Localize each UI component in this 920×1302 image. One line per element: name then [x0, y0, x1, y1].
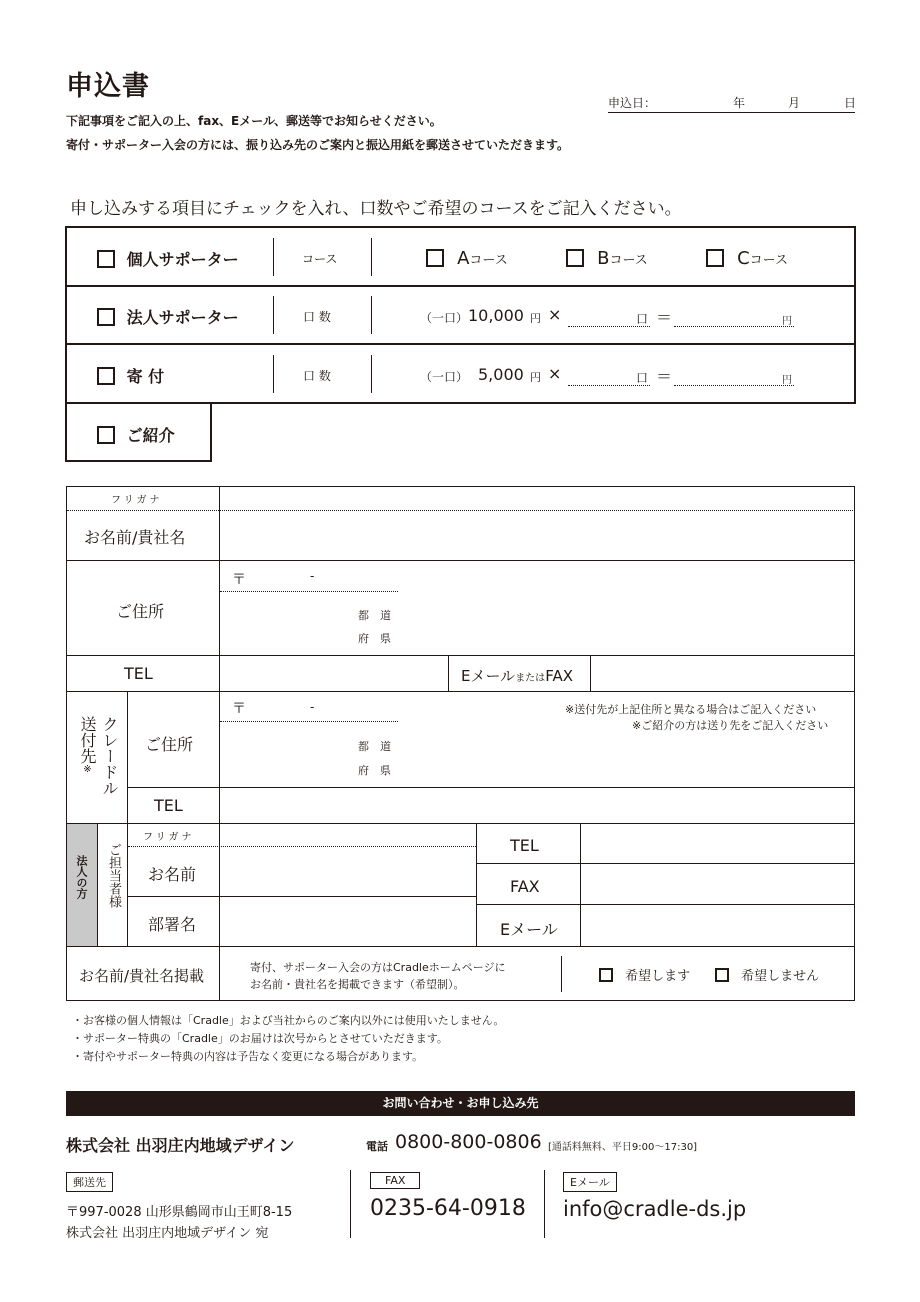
publish-label: お名前/貴社名掲載 [79, 967, 205, 985]
intro-line-1: 下記事項をご記入の上、fax、Eメール、郵送等でお知らせください。 [66, 114, 442, 128]
cradle-label: クレードル [100, 716, 119, 796]
postal-mark: 〒 [232, 572, 246, 588]
ship-tel-label: TEL [154, 796, 183, 815]
month-label: 月 [788, 96, 801, 110]
kuchi-unit: 口 [636, 312, 649, 326]
day-label: 日 [844, 96, 857, 110]
department-label: 部署名 [148, 915, 197, 934]
row-line [128, 846, 476, 847]
publish-nowish-checkbox[interactable] [715, 968, 729, 982]
note-2: ・サポーター特典の「Cradle」のお届けは次号からとさせていただきます。 [72, 1032, 448, 1045]
individual-option[interactable] [97, 247, 239, 270]
ship-address-label: ご住所 [145, 735, 194, 754]
postal-dash: - [310, 700, 315, 714]
course-c-suffix: コース [749, 253, 789, 268]
prefecture-fuken: 府 県 [358, 632, 391, 645]
yen-unit: 円 [530, 371, 541, 384]
options-divider [66, 285, 855, 287]
postal-underline [220, 721, 398, 722]
fax-tag: FAX [370, 1172, 420, 1189]
publish-desc-1: 寄付、サポーター入会の方はCradleホームページに [250, 961, 506, 974]
contact-divider [544, 1170, 545, 1238]
corporate-amount: 10,000 [468, 306, 524, 325]
email-fax-or: または [515, 673, 546, 684]
separator [371, 355, 372, 393]
publish-desc-2: お名前・貴社名を掲載できます（希望制）。 [250, 978, 465, 991]
email-fax-email: Eメール [461, 667, 516, 685]
corporate-total-input[interactable] [674, 326, 794, 327]
course-b-checkbox[interactable] [566, 249, 584, 267]
email-address[interactable]: info@cradle-ds.jp [563, 1197, 747, 1221]
referral-checkbox[interactable] [97, 426, 115, 444]
instruction: 申し込みする項目にチェックを入れ、口数やご希望のコースをご記入ください。 [70, 199, 682, 219]
postal-mark: 〒 [232, 701, 246, 717]
phone-label: 電話 [366, 1140, 388, 1153]
separator [273, 296, 274, 334]
separator [273, 355, 274, 393]
ship-dest-mark: ※ [82, 764, 93, 775]
postal-dash: - [310, 569, 315, 583]
row-line [66, 560, 855, 561]
furigana-label: フリガナ [111, 495, 163, 506]
corporate-checkbox[interactable] [97, 308, 115, 326]
email-tag: Eメール [563, 1172, 617, 1192]
corporate-label: 法人サポーター [126, 308, 239, 327]
col-line [127, 691, 128, 823]
col-line [448, 656, 449, 691]
prefecture-todo: 都 道 [358, 609, 391, 622]
person-name-label: お名前 [148, 865, 197, 884]
course-b-letter: B [597, 248, 610, 269]
course-b-option[interactable] [566, 248, 648, 269]
application-date[interactable] [608, 92, 855, 113]
course-a-checkbox[interactable] [426, 249, 444, 267]
phone-note: [通話料無料、平日9:00〜17:30] [548, 1142, 698, 1153]
publish-wish-label: 希望します [625, 969, 691, 984]
col-line [97, 823, 98, 946]
ship-dest-label [76, 716, 99, 775]
row-line [67, 510, 855, 511]
company-name: 株式会社 出羽庄内地域デザイン [66, 1136, 295, 1155]
ship-note-1: ※送付先が上記住所と異なる場合はご記入ください [565, 703, 817, 716]
row-line [66, 655, 855, 656]
ship-note-2: ※ご紹介の方は送り先をご記入ください [632, 719, 829, 732]
contact-divider [350, 1170, 351, 1238]
ship-dest-text: 送付先 [78, 716, 97, 764]
email-fax-fax: FAX [545, 667, 573, 685]
times-sign: × [548, 305, 562, 324]
separator [371, 238, 372, 276]
page-title: 申込書 [66, 71, 150, 102]
col-line [590, 656, 591, 691]
corp-email-label: Eメール [500, 920, 558, 939]
col-line [580, 823, 581, 946]
individual-checkbox[interactable] [97, 250, 115, 268]
unit-prefix: （一口） [420, 370, 469, 384]
donation-total-input[interactable] [674, 385, 794, 386]
intro-line-2: 寄付・サポーター入会の方には、振り込み先のご案内と振込用紙を郵送させていただきます。 [66, 138, 570, 152]
unit-prefix: （一口） [420, 311, 469, 325]
course-a-suffix: コース [469, 253, 508, 268]
yen-unit: 円 [782, 375, 792, 386]
kuchi-unit: 口 [636, 371, 649, 385]
course-label: コース [302, 252, 338, 266]
fax-number: 0235-64-0918 [370, 1196, 526, 1221]
name-label: お名前/貴社名 [84, 528, 186, 547]
publish-wish-checkbox[interactable] [599, 968, 613, 982]
mail-tag: 郵送先 [66, 1172, 113, 1192]
publish-nowish-option[interactable] [715, 965, 819, 984]
phone-number[interactable]: 0800-800-0806 [395, 1131, 542, 1153]
furigana-label: フリガナ [143, 832, 195, 843]
col-line [219, 486, 220, 1001]
course-c-option[interactable] [706, 248, 788, 269]
address-label: ご住所 [116, 602, 165, 621]
equals-sign: ＝ [656, 308, 673, 327]
donation-label: 寄 付 [126, 367, 165, 386]
donation-option[interactable] [97, 364, 164, 387]
publish-nowish-label: 希望しません [741, 969, 820, 984]
mail-address-2: 株式会社 出羽庄内地域デザイン 宛 [66, 1226, 269, 1241]
row-line [476, 863, 855, 864]
yen-unit: 円 [782, 316, 792, 327]
corp-fax-label: FAX [510, 877, 540, 896]
corp-tel-label: TEL [510, 836, 539, 855]
email-fax-label [461, 665, 573, 686]
equals-sign: ＝ [656, 367, 673, 386]
row-line [66, 823, 855, 824]
prefecture-todo: 都 道 [358, 740, 391, 753]
course-a-letter: A [457, 248, 470, 269]
prefecture-fuken: 府 県 [358, 764, 391, 777]
note-3: ・寄付やサポーター特典の内容は予告なく変更になる場合があります。 [72, 1050, 424, 1063]
tel-label: TEL [124, 664, 153, 683]
options-divider [66, 343, 855, 345]
row-line [66, 691, 855, 692]
col-line [476, 823, 477, 946]
col-line [561, 956, 562, 992]
donation-amount: 5,000 [478, 365, 524, 384]
units-label: 口 数 [303, 369, 331, 383]
row-line [476, 904, 855, 905]
note-1: ・お客様の個人情報は「Cradle」および当社からのご案内以外には使用いたしません。 [72, 1014, 505, 1027]
individual-label: 個人サポーター [126, 250, 239, 269]
separator [273, 238, 274, 276]
row-line [66, 946, 855, 947]
row-line [127, 787, 855, 788]
times-sign: × [548, 364, 562, 383]
contact-bar: お問い合わせ・お申し込み先 [66, 1091, 855, 1116]
referral-label: ご紹介 [126, 426, 175, 445]
yen-unit: 円 [530, 312, 541, 325]
corporate-option[interactable] [97, 305, 239, 328]
separator [371, 296, 372, 334]
tantou-label: ご担当者様 [106, 843, 121, 908]
date-label: 申込日： [608, 96, 657, 110]
referral-option[interactable] [97, 423, 175, 446]
postal-underline [220, 591, 398, 592]
mail-address-1: 〒997-0028 山形県鶴岡市山王町8-15 [66, 1205, 293, 1220]
row-line [127, 896, 476, 897]
course-b-suffix: コース [609, 253, 648, 268]
course-a-option[interactable] [426, 248, 508, 269]
units-label: 口 数 [303, 310, 331, 324]
corp-side-label: 法人の方 [75, 855, 88, 899]
course-c-checkbox[interactable] [706, 249, 724, 267]
course-c-letter: C [737, 248, 750, 269]
col-line [127, 823, 128, 946]
year-label: 年 [733, 96, 746, 110]
publish-wish-option[interactable] [599, 965, 690, 984]
donation-checkbox[interactable] [97, 367, 115, 385]
